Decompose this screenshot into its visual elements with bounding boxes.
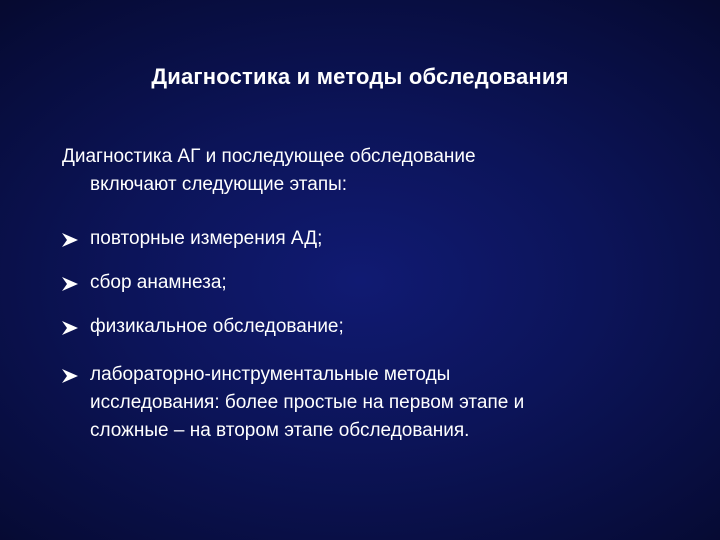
intro-line-1: Диагностика АГ и последующее обследование bbox=[62, 146, 476, 167]
bullet-text: сбор анамнеза; bbox=[90, 272, 227, 293]
bullet-item bbox=[62, 313, 662, 341]
arrowhead-bullet-icon bbox=[62, 233, 78, 247]
intro-line-2: включают следующие этапы: bbox=[90, 174, 348, 195]
arrowhead-bullet-icon bbox=[62, 369, 78, 383]
bullet-text: физикальное обследование; bbox=[90, 316, 344, 337]
bullet-text-line-2: исследования: более простые на первом этапе и bbox=[90, 392, 525, 413]
arrowhead-bullet-icon bbox=[62, 277, 78, 291]
bullet-text-line-3: сложные – на втором этапе обследования. bbox=[90, 420, 470, 441]
arrowhead-bullet-icon bbox=[62, 321, 78, 335]
bullet-text-line-1: лабораторно-инструментальные методы bbox=[90, 364, 451, 385]
intro-paragraph bbox=[62, 143, 622, 199]
bullet-item bbox=[62, 269, 662, 297]
bullet-item bbox=[62, 361, 662, 445]
slide-title: Диагностика и методы обследования bbox=[151, 64, 569, 89]
bullet-text: повторные измерения АД; bbox=[90, 228, 323, 249]
bullet-item bbox=[62, 225, 662, 253]
